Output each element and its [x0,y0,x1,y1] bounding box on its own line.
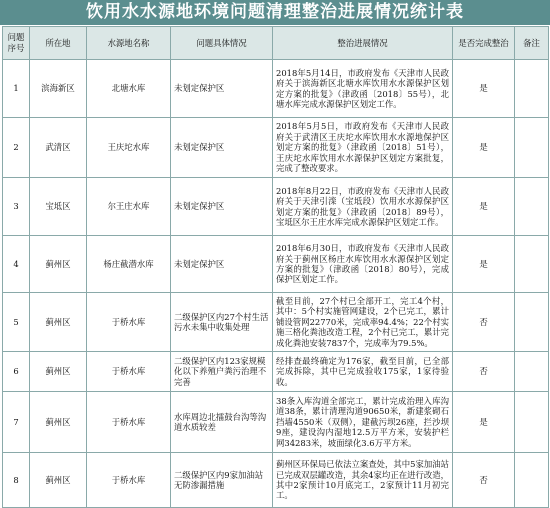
cell-seq: 1 [3,60,30,118]
cell-done: 否 [453,293,515,352]
cell-note [515,293,549,352]
cell-issue: 未划定保护区 [171,236,273,293]
cell-source: 王庆坨水库 [87,118,171,178]
table-title: 饮用水水源地环境问题清理整治进展情况统计表 [0,0,550,25]
cell-location: 蓟州区 [30,392,87,453]
cell-seq: 4 [3,236,30,293]
cell-issue: 水库周边北擂鼓台沟等沟道水质较差 [171,392,273,453]
cell-issue: 未划定保护区 [171,60,273,118]
cell-progress: 蓟州区环保局已依法立案查处，其中5家加油站已完成双层罐改造，其余4家均正在进行改造，其中2家预计10月底完工，2家预计11月初完工。 [273,453,453,508]
cell-seq: 3 [3,178,30,236]
cell-source: 尔王庄水库 [87,178,171,236]
cell-location: 蓟州区 [30,236,87,293]
header-issue: 问题具体情况 [171,27,273,60]
cell-done: 是 [453,60,515,118]
cell-source: 于桥水库 [87,293,171,352]
table-row [3,236,549,293]
cell-location: 武清区 [30,118,87,178]
cell-done: 否 [453,352,515,392]
table-row [3,293,549,352]
table-row [3,352,549,392]
cell-location: 滨海新区 [30,60,87,118]
cell-done: 否 [453,453,515,508]
table-row [3,392,549,453]
cell-source: 于桥水库 [87,392,171,453]
progress-table [2,26,549,508]
header-seq: 问题序号 [3,27,30,60]
cell-done: 是 [453,118,515,178]
cell-done: 是 [453,178,515,236]
cell-progress: 2018年5月14日，市政府发布《天津市人民政府关于滨海新区北塘水库饮用水水源保护区划定方案的批复》（津政函〔2018〕55号），北塘水库完成水源保护区划定工作。 [273,60,453,118]
cell-seq: 7 [3,392,30,453]
cell-note [515,118,549,178]
cell-issue: 二级保护区内9家加油站无防渗漏措施 [171,453,273,508]
cell-done: 是 [453,392,515,453]
cell-note [515,236,549,293]
header-source: 水源地名称 [87,27,171,60]
cell-progress: 38条入库沟道全部完工，累计完成治理入库沟道38条，累计清理沟道90650米，新建浆砌石挡墙4550米（双侧），建截污坝26座，拦沙坝9座，建设沟内湿地12.5万平方米，安装护栏网34283米，坡面绿化3.6万平方米。 [273,392,453,453]
cell-source: 北塘水库 [87,60,171,118]
cell-source: 杨庄截潜水库 [87,236,171,293]
cell-seq: 5 [3,293,30,352]
table-row [3,178,549,236]
header-done: 是否完成整治 [453,27,515,60]
cell-issue: 二级保护区内27个村生活污水未集中收集处理 [171,293,273,352]
cell-done: 是 [453,236,515,293]
cell-source: 于桥水库 [87,453,171,508]
table-row [3,118,549,178]
cell-seq: 2 [3,118,30,178]
cell-location: 蓟州区 [30,453,87,508]
cell-progress: 2018年8月22日，市政府发布《天津市人民政府关于天津引滦（宝坻段）饮用水水源保护区划定方案的批复》（津政函〔2018〕89号），宝坻区尔王庄水库完成水源保护区划定工作。 [273,178,453,236]
cell-note [515,453,549,508]
cell-progress: 经排查最终确定为176家，截至目前，已全部完成拆除，其中已完成验收175家，1家待验收。 [273,352,453,392]
cell-note [515,392,549,453]
cell-progress: 2018年5月5日，市政府发布《天津市人民政府关于武清区王庆坨水库饮用水水源地保护区划定方案的批复》（津政函〔2018〕51号），王庆坨水库饮用水水源保护区划定方案批复，完成了整改要求。 [273,118,453,178]
header-progress: 整治进展情况 [273,27,453,60]
cell-source: 于桥水库 [87,352,171,392]
cell-progress: 2018年6月30日，市政府发布《天津市人民政府关于蓟州区杨庄水库饮用水水源保护区划定方案的批复》（津政函〔2018〕80号），完成保护区划定工作。 [273,236,453,293]
cell-seq: 8 [3,453,30,508]
header-row [3,27,549,60]
cell-progress: 截至目前，27个村已全部开工，完工4个村，其中：5个村实施管网建设，2个已完工，累计铺设管网22770米，完成率94.4%；22个村实施三格化粪池改造工程，2个村已完工，累计完成化粪池安装7837个，完成率为79.5%。 [273,293,453,352]
cell-location: 蓟州区 [30,293,87,352]
header-location: 所在地 [30,27,87,60]
cell-issue: 未划定保护区 [171,118,273,178]
cell-seq: 6 [3,352,30,392]
cell-issue: 未划定保护区 [171,178,273,236]
cell-issue: 二级保护区内123家规模化以下养殖户粪污治理不完善 [171,352,273,392]
cell-location: 蓟州区 [30,352,87,392]
cell-location: 宝坻区 [30,178,87,236]
table-row [3,60,549,118]
cell-note [515,60,549,118]
header-note: 备注 [515,27,549,60]
table-row [3,453,549,508]
cell-note [515,352,549,392]
cell-note [515,178,549,236]
